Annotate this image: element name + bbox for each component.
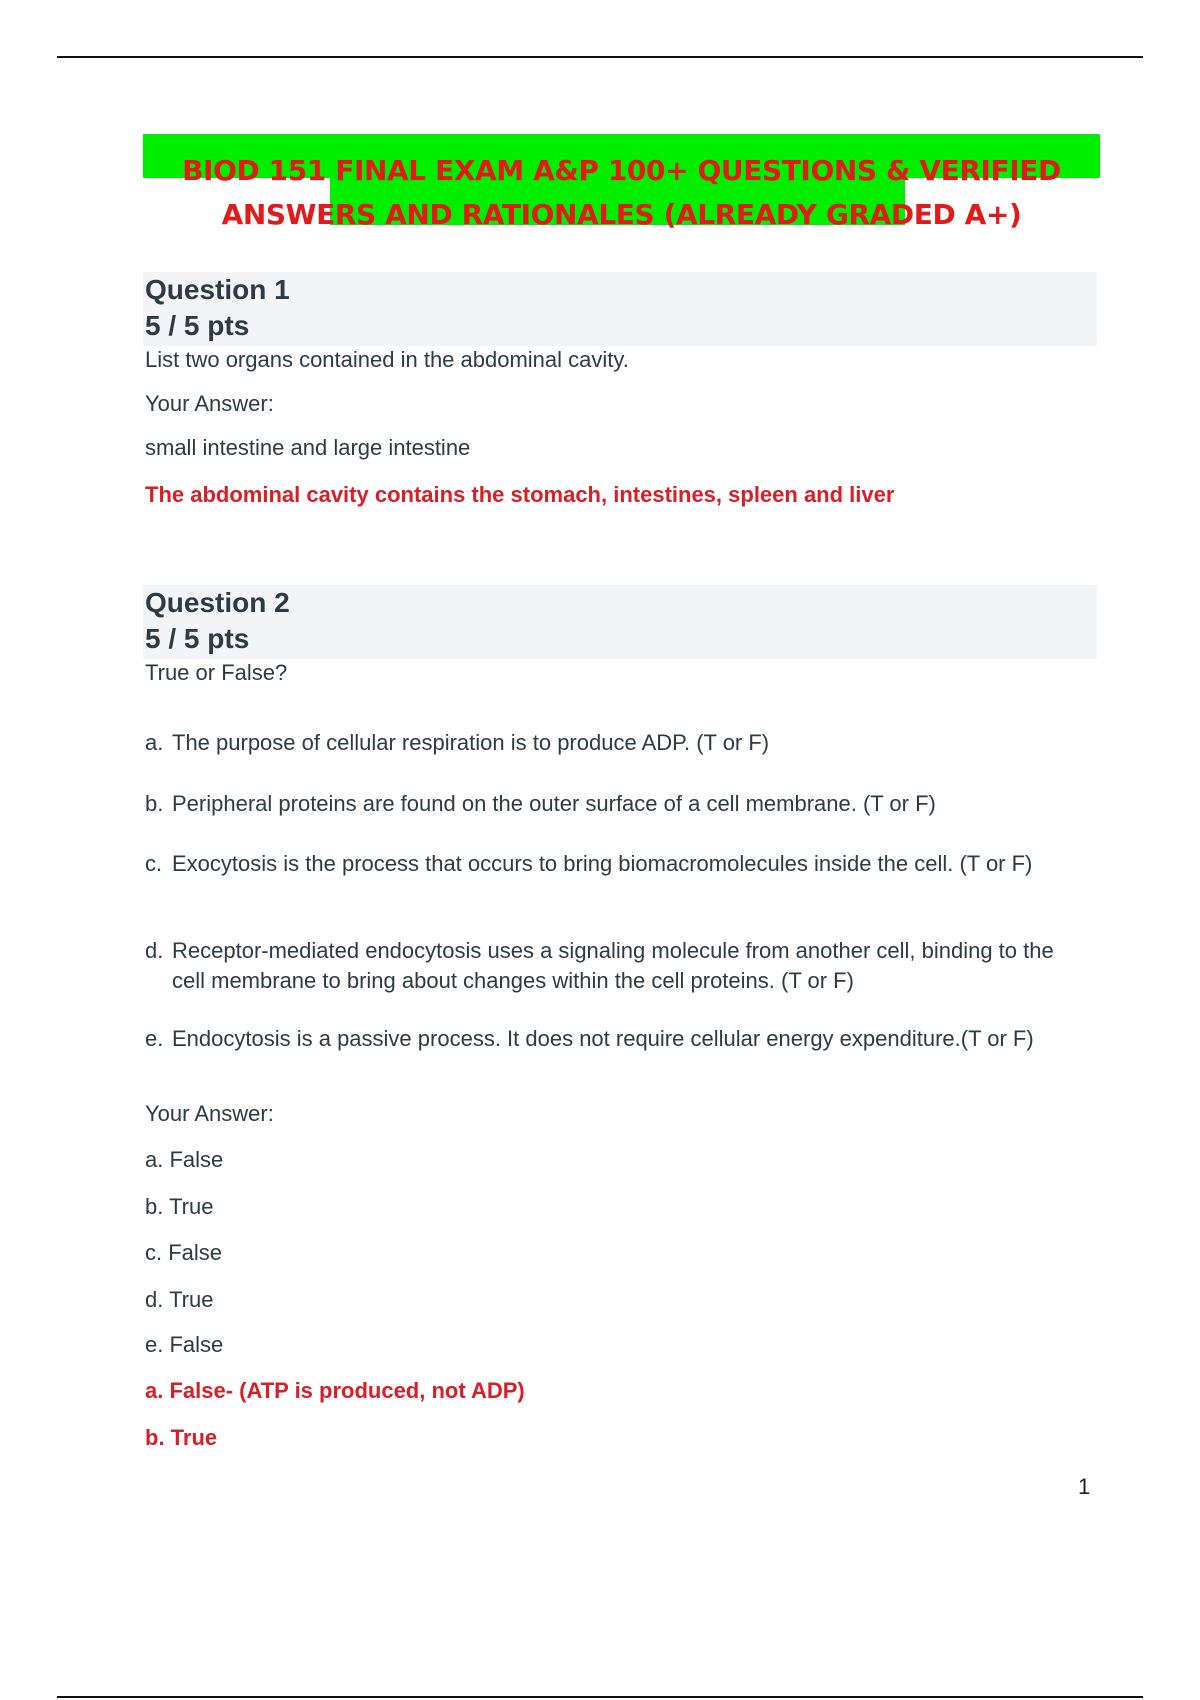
question-2-answer: a. False	[145, 1147, 224, 1172]
question-2-option	[145, 1024, 1080, 1054]
question-2-prompt: True or False?	[145, 660, 288, 685]
question-2-answer: e. False	[145, 1332, 224, 1357]
question-2-points: 5 / 5 pts	[145, 623, 250, 654]
option-text: Exocytosis is the process that occurs to bring biomacromolecules inside the cell. (T or F)	[172, 851, 1033, 876]
option-text: Receptor-mediated endocytosis uses a signaling molecule from another cell, binding to the cell membrane to bring about changes within the cell proteins. (T or F)	[172, 938, 1054, 993]
question-1-header	[143, 272, 1097, 346]
option-label: a.	[145, 730, 164, 755]
question-2-rationale: a. False- (ATP is produced, not ADP)	[145, 1378, 525, 1403]
top-rule	[57, 56, 1143, 58]
option-label: d.	[145, 938, 164, 963]
bottom-rule	[57, 1696, 1143, 1698]
question-2-option	[145, 789, 1080, 819]
question-2-answer: c. False	[145, 1240, 223, 1265]
question-2-answer: d. True	[145, 1287, 214, 1312]
question-2-header	[143, 585, 1097, 659]
option-label: b.	[145, 791, 164, 816]
question-2-option	[145, 728, 1080, 758]
question-2-answer: b. True	[145, 1194, 214, 1219]
question-2-rationale: b. True	[145, 1425, 218, 1450]
question-1-answer: small intestine and large intestine	[145, 435, 471, 460]
question-1-rationale: The abdominal cavity contains the stomach, intestines, spleen and liver	[145, 482, 895, 507]
option-label: e.	[145, 1026, 164, 1051]
question-2-title: Question 2	[145, 587, 290, 618]
question-1-prompt: List two organs contained in the abdominal cavity.	[145, 347, 629, 372]
question-2-option	[145, 849, 1080, 879]
option-text: Peripheral proteins are found on the outer surface of a cell membrane. (T or F)	[172, 791, 936, 816]
question-2-option	[145, 936, 1080, 996]
question-1-title: Question 1	[145, 274, 290, 305]
question-1-points: 5 / 5 pts	[145, 310, 250, 341]
option-label: c.	[145, 851, 163, 876]
document-title	[143, 133, 1100, 235]
option-text: The purpose of cellular respiration is to produce ADP. (T or F)	[172, 730, 770, 755]
question-1-answer-label: Your Answer:	[145, 391, 274, 416]
question-2-answer-label: Your Answer:	[145, 1101, 274, 1126]
option-text: Endocytosis is a passive process. It does not require cellular energy expenditure.(T or F)	[172, 1026, 1034, 1051]
page-number: 1	[1078, 1474, 1091, 1499]
document-title-text: BIOD 151 FINAL EXAM A&P 100+ QUESTIONS & VERIFIED ANSWERS AND RATIONALES (ALREADY GRADED A+)	[182, 154, 1061, 231]
